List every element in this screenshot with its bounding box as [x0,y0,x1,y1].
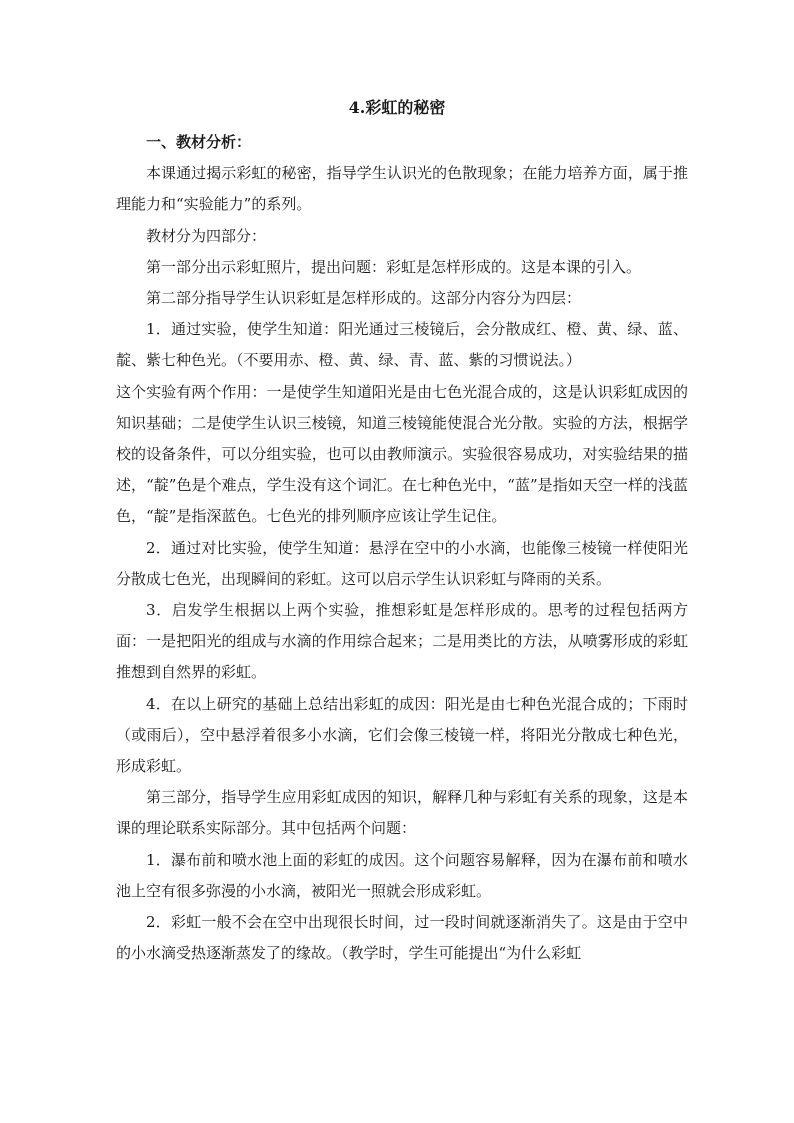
section-heading: 一、教材分析： [146,133,252,151]
paragraph-item-2: 2．通过对比实验，使学生知道：悬浮在空中的小水滴，也能像三棱镜一样使阳光分散成七色光，出现瞬间的彩虹。这可以启示学生认识彩虹与降雨的关系。 [116,538,688,588]
document-title: 4.彩虹的秘密 [348,98,446,117]
paragraph-item-1: 1．通过实验，使学生知道：阳光通过三棱镜后，会分散成红、橙、黄、绿、蓝、靛、紫七种色光。（不要用赤、橙、黄、绿、青、蓝、紫的习惯说法。） [116,320,688,370]
paragraph-experiment-notes: 这个实验有两个作用：一是使学生知道阳光是由七色光混合成的，这是认识彩虹成因的知识基础；二是使学生认识三棱镜，知道三棱镜能使混合光分散。实验的方法，根据学校的设备条件，可以分组实验，也可以由教师演示。实验很容易成功，对实验结果的描述，“靛”色是个难点，学生没有这个词汇。在七种色光中，“蓝”是指如天空一样的浅蓝色，“靛”是指深蓝色。七色光的排列顺序应该让学生记住。 [116,382,688,526]
paragraph-part-three-item-2: 2．彩虹一般不会在空中出现很长时间，过一段时间就逐渐消失了。这是由于空中的小水滴受热逐渐蒸发了的缘故。（教学时，学生可能提出“为什么彩虹 [116,913,688,963]
paragraph-part-three: 第三部分，指导学生应用彩虹成因的知识，解释几种与彩虹有关系的现象，这是本课的理论联系实际部分。其中包括两个问题： [116,788,688,838]
paragraph-parts: 教材分为四部分： [146,226,267,245]
paragraph-part-two: 第二部分指导学生认识彩虹是怎样形成的。这部分内容分为四层： [146,289,582,308]
paragraph-part-one: 第一部分出示彩虹照片，提出问题：彩虹是怎样形成的。这是本课的引入。 [146,257,642,276]
paragraph-intro: 本课通过揭示彩虹的秘密，指导学生认识光的色散现象；在能力培养方面，属于推理能力和“实验能力”的系列。 [116,164,688,214]
document-body [116,127,688,969]
paragraph-item-4: 4．在以上研究的基础上总结出彩虹的成因：阳光是由七种色光混合成的；下雨时（或雨后），空中悬浮着很多小水滴，它们会像三棱镜一样，将阳光分散成七种色光，形成彩虹。 [116,694,688,776]
paragraph-part-three-item-1: 1．瀑布前和喷水池上面的彩虹的成因。这个问题容易解释，因为在瀑布前和喷水池上空有很多弥漫的小水滴，被阳光一照就会形成彩虹。 [116,850,688,900]
paragraph-item-3: 3．启发学生根据以上两个实验，推想彩虹是怎样形成的。思考的过程包括两方面：一是把阳光的组成与水滴的作用综合起来；二是用类比的方法，从喷雾形成的彩虹推想到自然界的彩虹。 [116,601,688,682]
